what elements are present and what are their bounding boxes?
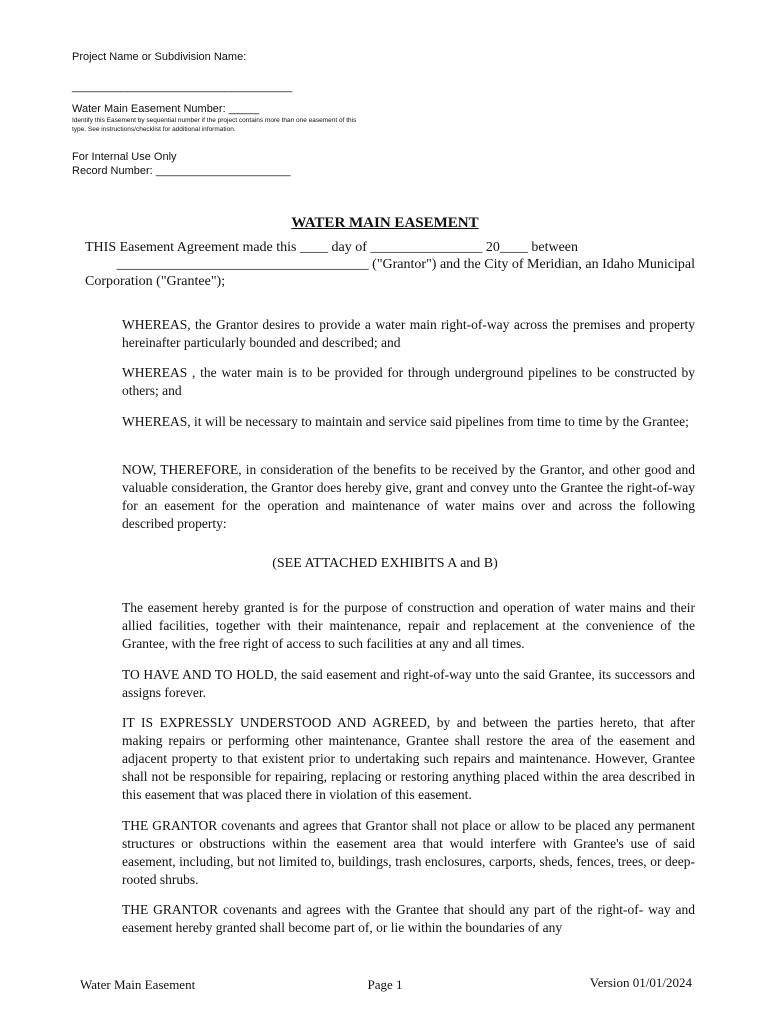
purpose-paragraph: The easement hereby granted is for the purpose of construction and operation of water mains and their allied facilities, together with their maintenance, repair and replacement at the convenience of the Grantee, with the free right of access to such facilities at any and all times. xyxy=(122,600,695,651)
whereas-paragraph-2: WHEREAS , the water main is to be provided for through underground pipelines to be constructed by others; and xyxy=(122,365,695,398)
whereas-paragraph-3: WHEREAS, it will be necessary to maintain and service said pipelines from time to time by the Grantee; xyxy=(122,414,689,429)
record-number-label: Record Number: ______________________ xyxy=(72,165,291,177)
grantor-covenant-paragraph-1: THE GRANTOR covenants and agrees that Grantor shall not place or allow to be placed any permanent structures or obstructions within the easement area that would interfere with Grantee's use of said easement, including, but not limited to, buildings, trash enclosures, carports, sheds, fences, trees, or deep-rooted shrubs. xyxy=(122,818,695,887)
footer-version: Version 01/01/2024 xyxy=(589,975,692,990)
intro-line-1: THIS Easement Agreement made this ____ day of ________________ 20____ between xyxy=(85,240,579,255)
document-title: WATER MAIN EASEMENT xyxy=(291,215,479,231)
intro-line-2: ____________________________________ ("Grantor") and the City of Meridian, an Idaho Municipal xyxy=(116,257,695,272)
footer-document-name: Water Main Easement xyxy=(80,977,196,992)
whereas-paragraph-1: WHEREAS, the Grantor desires to provide a water main right-of-way across the premises and property hereinafter particularly bounded and described; and xyxy=(122,317,695,350)
easement-number-label: Water Main Easement Number: _____ xyxy=(72,103,260,115)
grantor-covenant-paragraph-2: THE GRANTOR covenants and agrees with the Grantee that should any part of the right-of- way and easement hereby granted shall become part of, or lie within the boundaries of any xyxy=(122,902,695,935)
now-therefore-paragraph: NOW, THEREFORE, in consideration of the benefits to be received by the Grantor, and other good and valuable consideration, the Grantor does hereby give, grant and convey unto the Grantee the right-of-way for an easement for the operation and maintenance of water mains over and across the following described property: xyxy=(122,462,695,531)
intro-block xyxy=(85,239,695,290)
exhibits-reference: (SEE ATTACHED EXHIBITS A and B) xyxy=(272,556,498,571)
project-name-line: ____________________________________ xyxy=(72,81,293,93)
understood-paragraph: IT IS EXPRESSLY UNDERSTOOD AND AGREED, by and between the parties hereto, that after making repairs or performing other maintenance, Grantee shall restore the area of the easement and adjacent property to that existent prior to undertaking such repairs and maintenance. However, Grantee shall not be responsible for repairing, replacing or restoring anything placed within the area described in this easement that was placed there in violation of this easement. xyxy=(122,715,695,802)
to-have-paragraph: TO HAVE AND TO HOLD, the said easement and right-of-way unto the said Grantee, its successors and assigns forever. xyxy=(122,667,695,700)
project-name-label: Project Name or Subdivision Name: xyxy=(72,51,247,63)
easement-number-instructions: Identify this Easement by sequential number if the project contains more than one easement of this type. See instructions/checklist for additional information. xyxy=(72,117,357,133)
header-block xyxy=(72,50,372,178)
internal-use-label: For Internal Use Only xyxy=(72,151,177,163)
footer-page-number: Page 1 xyxy=(367,977,403,992)
intro-line-3: Corporation ("Grantee"); xyxy=(85,274,226,289)
